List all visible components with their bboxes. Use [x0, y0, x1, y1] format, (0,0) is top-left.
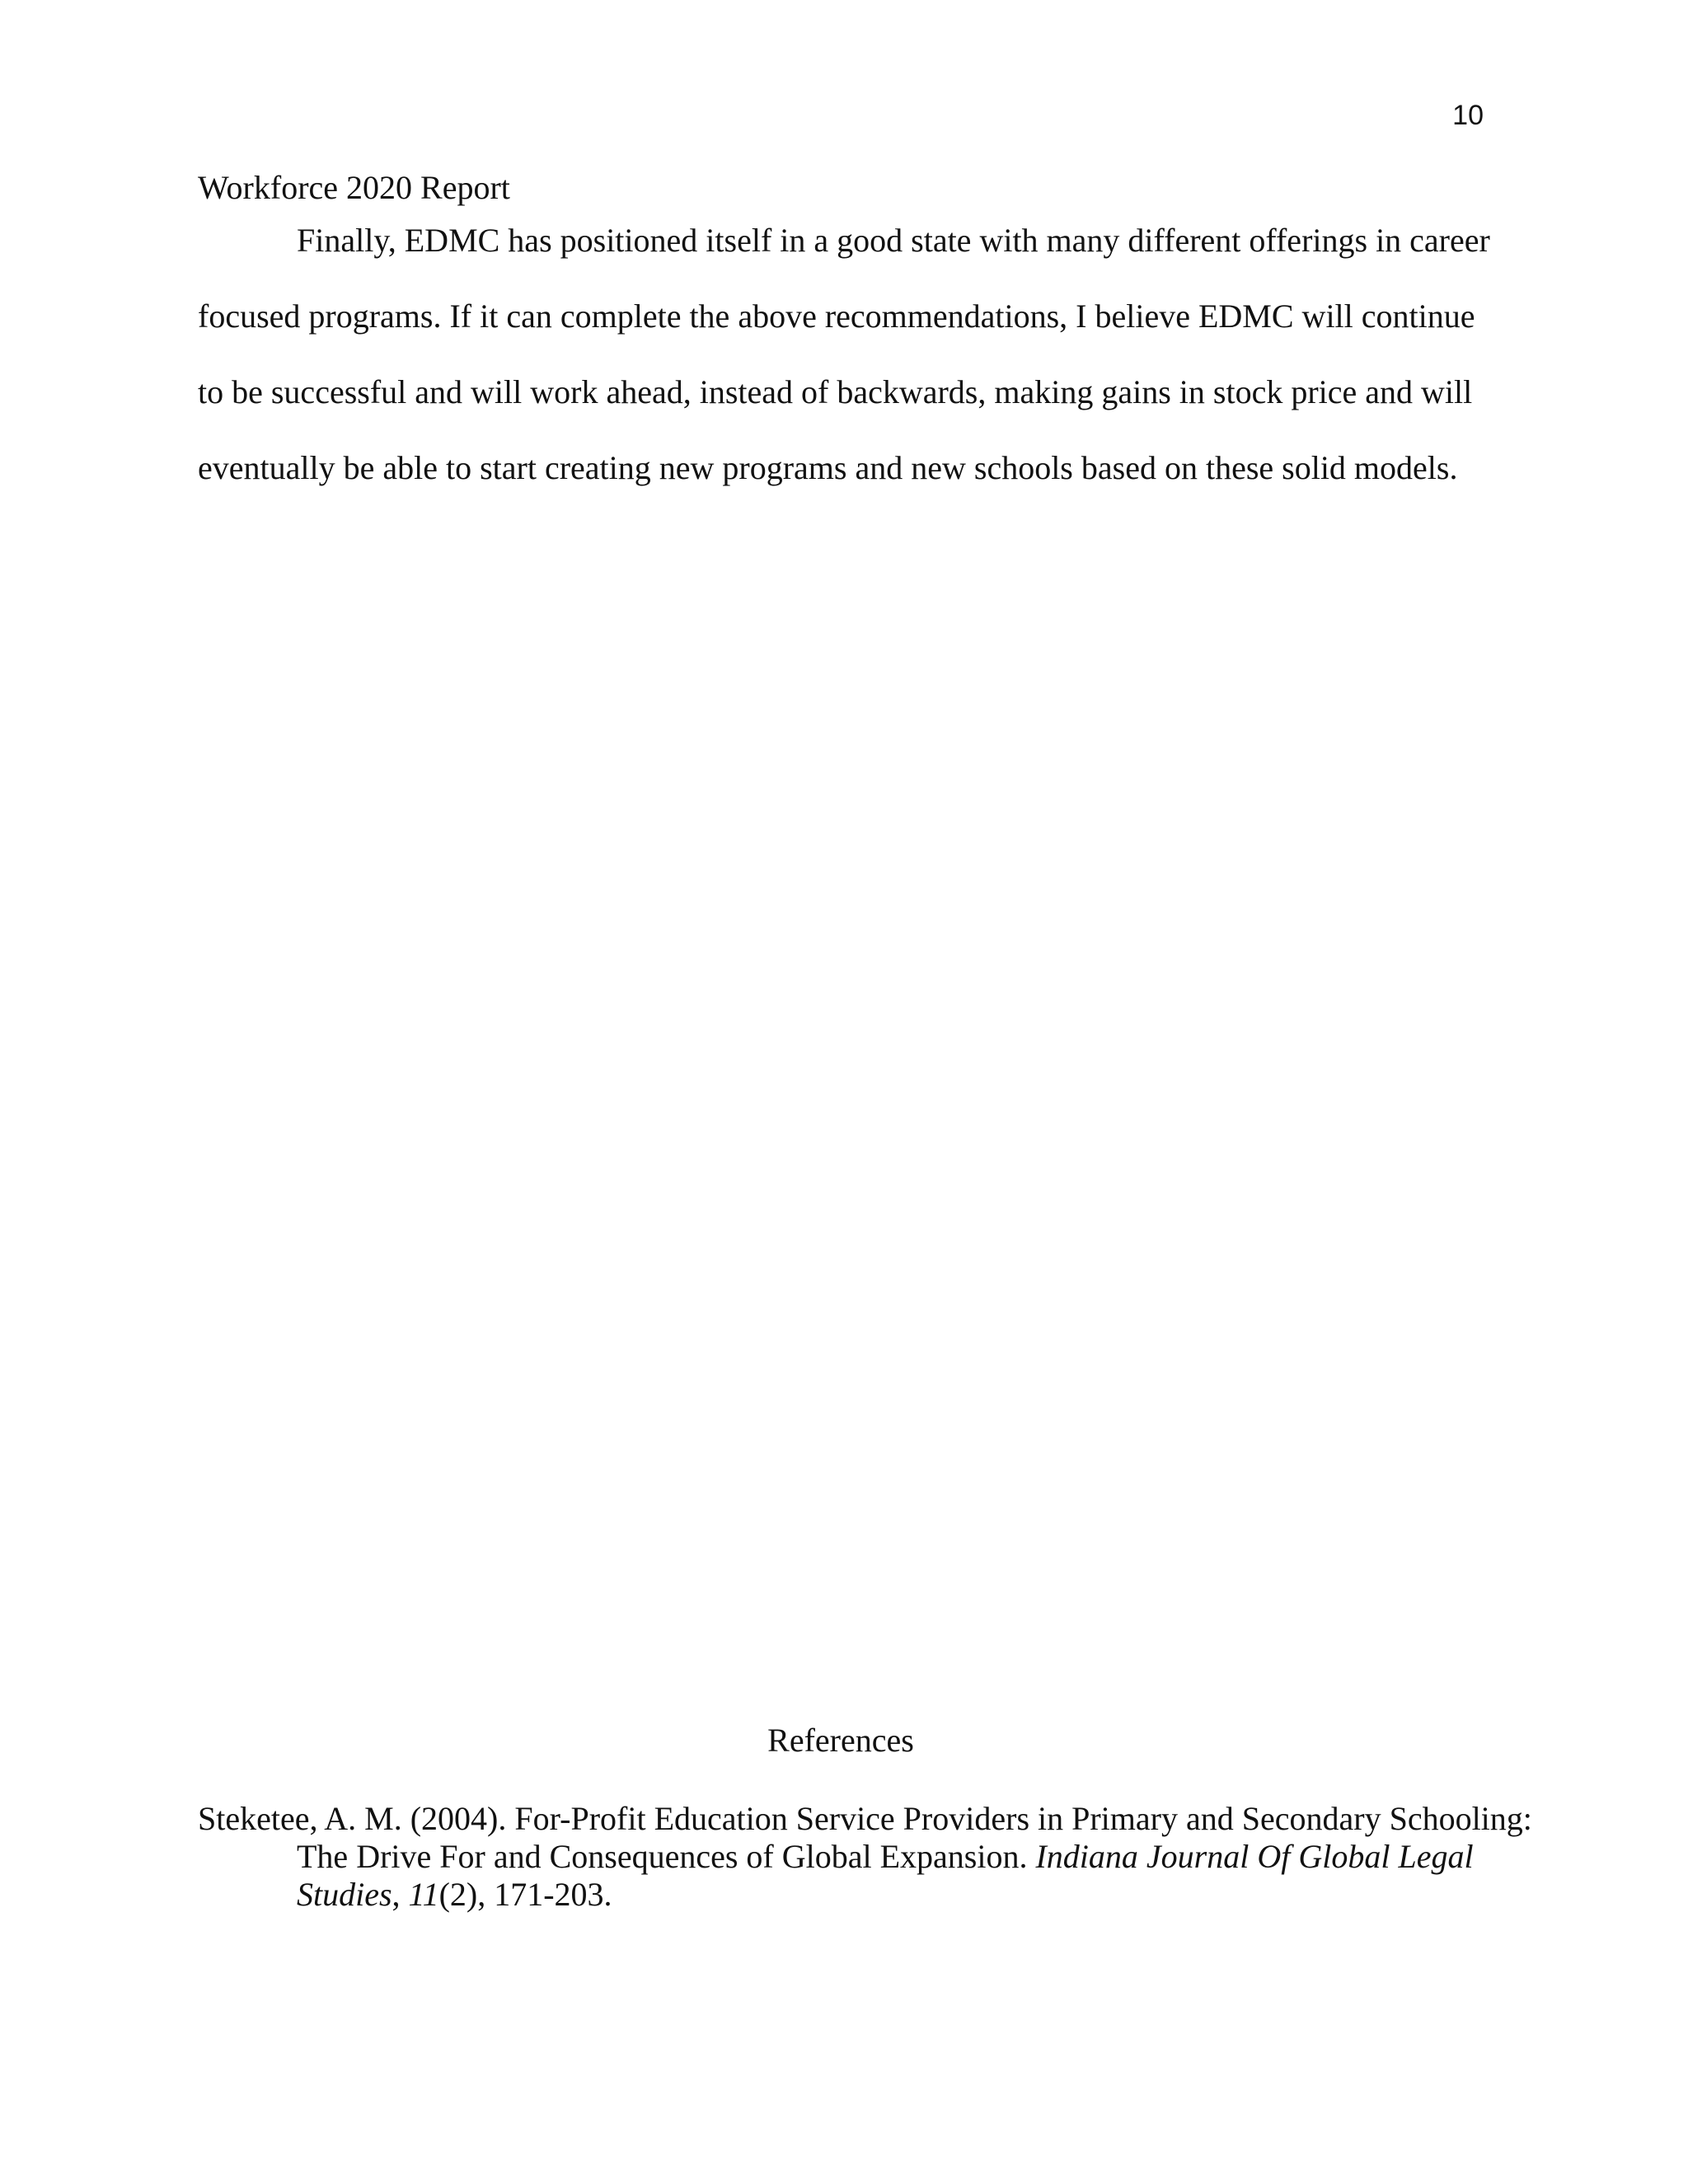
reference-issue-pages: (2), 171-203.: [438, 1876, 612, 1913]
reference-separator: ,: [392, 1876, 409, 1913]
reference-authors-title: Steketee, A. M. (2004). For-Profit Education Service Providers in Primary and Secondary Schooling: The Drive For and Consequences of Global Expansion.: [198, 1800, 1532, 1875]
reference-volume: 11: [408, 1876, 439, 1913]
body-paragraph: Finally, EDMC has positioned itself in a good state with many different offerings in career focused programs. If it can complete the above recommendations, I believe EDMC will continue to be successful and will work ahead, instead of backwards, making gains in stock price and will eventually be able to start creating new programs and new schools based on these solid models.: [198, 222, 1490, 486]
references-heading: References: [767, 1722, 914, 1759]
running-head: Workforce 2020 Report: [198, 169, 510, 206]
reference-journal: Indiana Journal Of Global Legal Studies: [297, 1838, 1474, 1913]
reference-entry: [198, 1800, 1582, 1914]
page-number: 10: [1452, 100, 1484, 131]
